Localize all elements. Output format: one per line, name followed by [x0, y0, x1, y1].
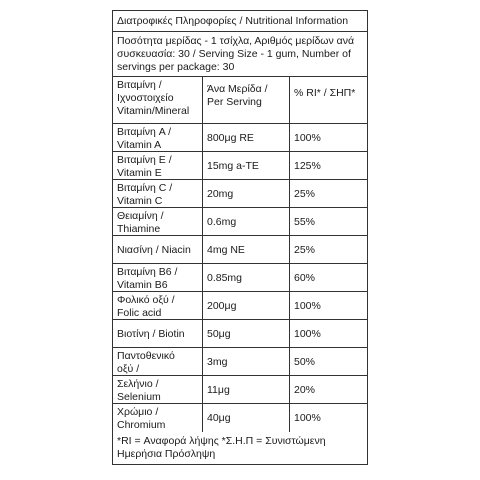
table-header-row — [113, 77, 367, 124]
nutrient-amount: 3mg — [203, 348, 290, 375]
label-title: Διατροφικές Πληροφορίες / Nutritional Information — [117, 14, 349, 27]
nutrient-row — [113, 236, 367, 264]
nutrient-ri: 100% — [294, 412, 321, 424]
nutrient-name — [113, 320, 203, 347]
nutrient-row — [113, 208, 367, 236]
footnote-row — [113, 432, 367, 464]
nutrient-row — [113, 152, 367, 180]
nutrient-ri: 100% — [294, 300, 321, 312]
label-title-row — [113, 11, 367, 32]
nutrient-ri: 55% — [294, 216, 316, 228]
nutrient-ri: 125% — [294, 160, 321, 172]
nutrient-row — [113, 180, 367, 208]
nutrient-amount: 0.6mg — [203, 208, 290, 235]
nutrient-name — [113, 404, 203, 432]
nutrient-name — [113, 292, 203, 319]
nutrient-name-line2: Thiamine — [117, 223, 161, 235]
nutrition-label — [112, 10, 368, 465]
nutrient-name-line1: Χρώμιο / — [117, 406, 159, 418]
nutrient-amount: 20mg — [203, 180, 290, 207]
nutrient-name-line2: οξύ / — [117, 363, 140, 375]
nutrient-name-line1: Βιταμίνη E / — [117, 154, 172, 166]
nutrient-row — [113, 292, 367, 320]
nutrient-row — [113, 376, 367, 404]
nutrient-amount: 15mg a-TE — [203, 152, 290, 179]
nutrient-name-line2: Selenium — [117, 391, 161, 403]
nutrient-rows — [113, 124, 367, 432]
nutrient-name-line2: Vitamin E — [117, 167, 162, 179]
nutrient-name-line2: Chromium — [117, 419, 166, 431]
header-ri: % RI* / ΣΗΠ* — [294, 87, 356, 99]
nutrient-row — [113, 124, 367, 152]
nutrient-name — [113, 124, 203, 151]
nutrient-row — [113, 320, 367, 348]
nutrient-name-line1: Βιοτίνη / Biotin — [117, 328, 185, 340]
nutrient-name-line1: Παντοθενικό — [117, 350, 175, 362]
nutrient-name-line2: Folic acid — [117, 307, 162, 319]
nutrient-ri: 25% — [294, 244, 316, 256]
nutrient-amount: 11μg — [203, 376, 290, 403]
header-nutrient: Βιταμίνη / Ιχνοστοιχείο Vitamin/Mineral — [113, 77, 203, 123]
nutrient-ri: 50% — [294, 356, 316, 368]
nutrient-name-line1: Θειαμίνη / — [117, 210, 164, 222]
nutrient-name-line1: Βιταμίνη B6 / — [117, 266, 178, 278]
nutrient-name — [113, 152, 203, 179]
nutrient-name-line2: Vitamin C — [117, 195, 163, 207]
nutrient-name — [113, 264, 203, 291]
nutrient-name-line1: Βιταμίνη A / — [117, 126, 172, 138]
footnote: *RI = Αναφορά λήψης *Σ.Η.Π = Συνιστώμενη Ημερήσια Πρόσληψη — [117, 435, 326, 460]
nutrient-ri: 20% — [294, 384, 316, 396]
nutrient-row — [113, 264, 367, 292]
nutrient-name — [113, 376, 203, 403]
nutrient-row — [113, 348, 367, 376]
nutrient-ri: 100% — [294, 132, 321, 144]
nutrient-ri: 25% — [294, 188, 316, 200]
nutrient-amount: 200μg — [203, 292, 290, 319]
nutrient-name-line1: Νιασίνη / Niacin — [117, 244, 191, 256]
header-per-serving: Άνα Μερίδα / Per Serving — [203, 77, 290, 123]
nutrient-name-line1: Φολικό οξύ / — [117, 294, 175, 306]
nutrient-name-line2: Vitamin B6 — [117, 279, 168, 291]
nutrient-row — [113, 404, 367, 432]
nutrient-amount: 40μg — [203, 404, 290, 432]
serving-info: Ποσότητα μερίδας - 1 τσίχλα, Αριθμός μερίδων ανά συσκευασία: 30 / Serving Size - 1 gum, Number of servings per package: 30 — [117, 35, 355, 73]
nutrient-amount: 800μg RE — [203, 124, 290, 151]
nutrient-name — [113, 236, 203, 263]
nutrient-ri: 100% — [294, 328, 321, 340]
nutrient-name — [113, 348, 203, 375]
nutrient-amount: 0.85mg — [203, 264, 290, 291]
nutrient-amount: 4mg NE — [203, 236, 290, 263]
serving-info-row — [113, 32, 367, 77]
nutrient-name-line2: Vitamin A — [117, 139, 162, 151]
nutrient-amount: 50μg — [203, 320, 290, 347]
nutrient-name — [113, 180, 203, 207]
nutrient-ri: 60% — [294, 272, 316, 284]
nutrient-name-line1: Βιταμίνη C / — [117, 182, 173, 194]
nutrient-name-line1: Σελήνιο / — [117, 378, 159, 390]
nutrient-name — [113, 208, 203, 235]
